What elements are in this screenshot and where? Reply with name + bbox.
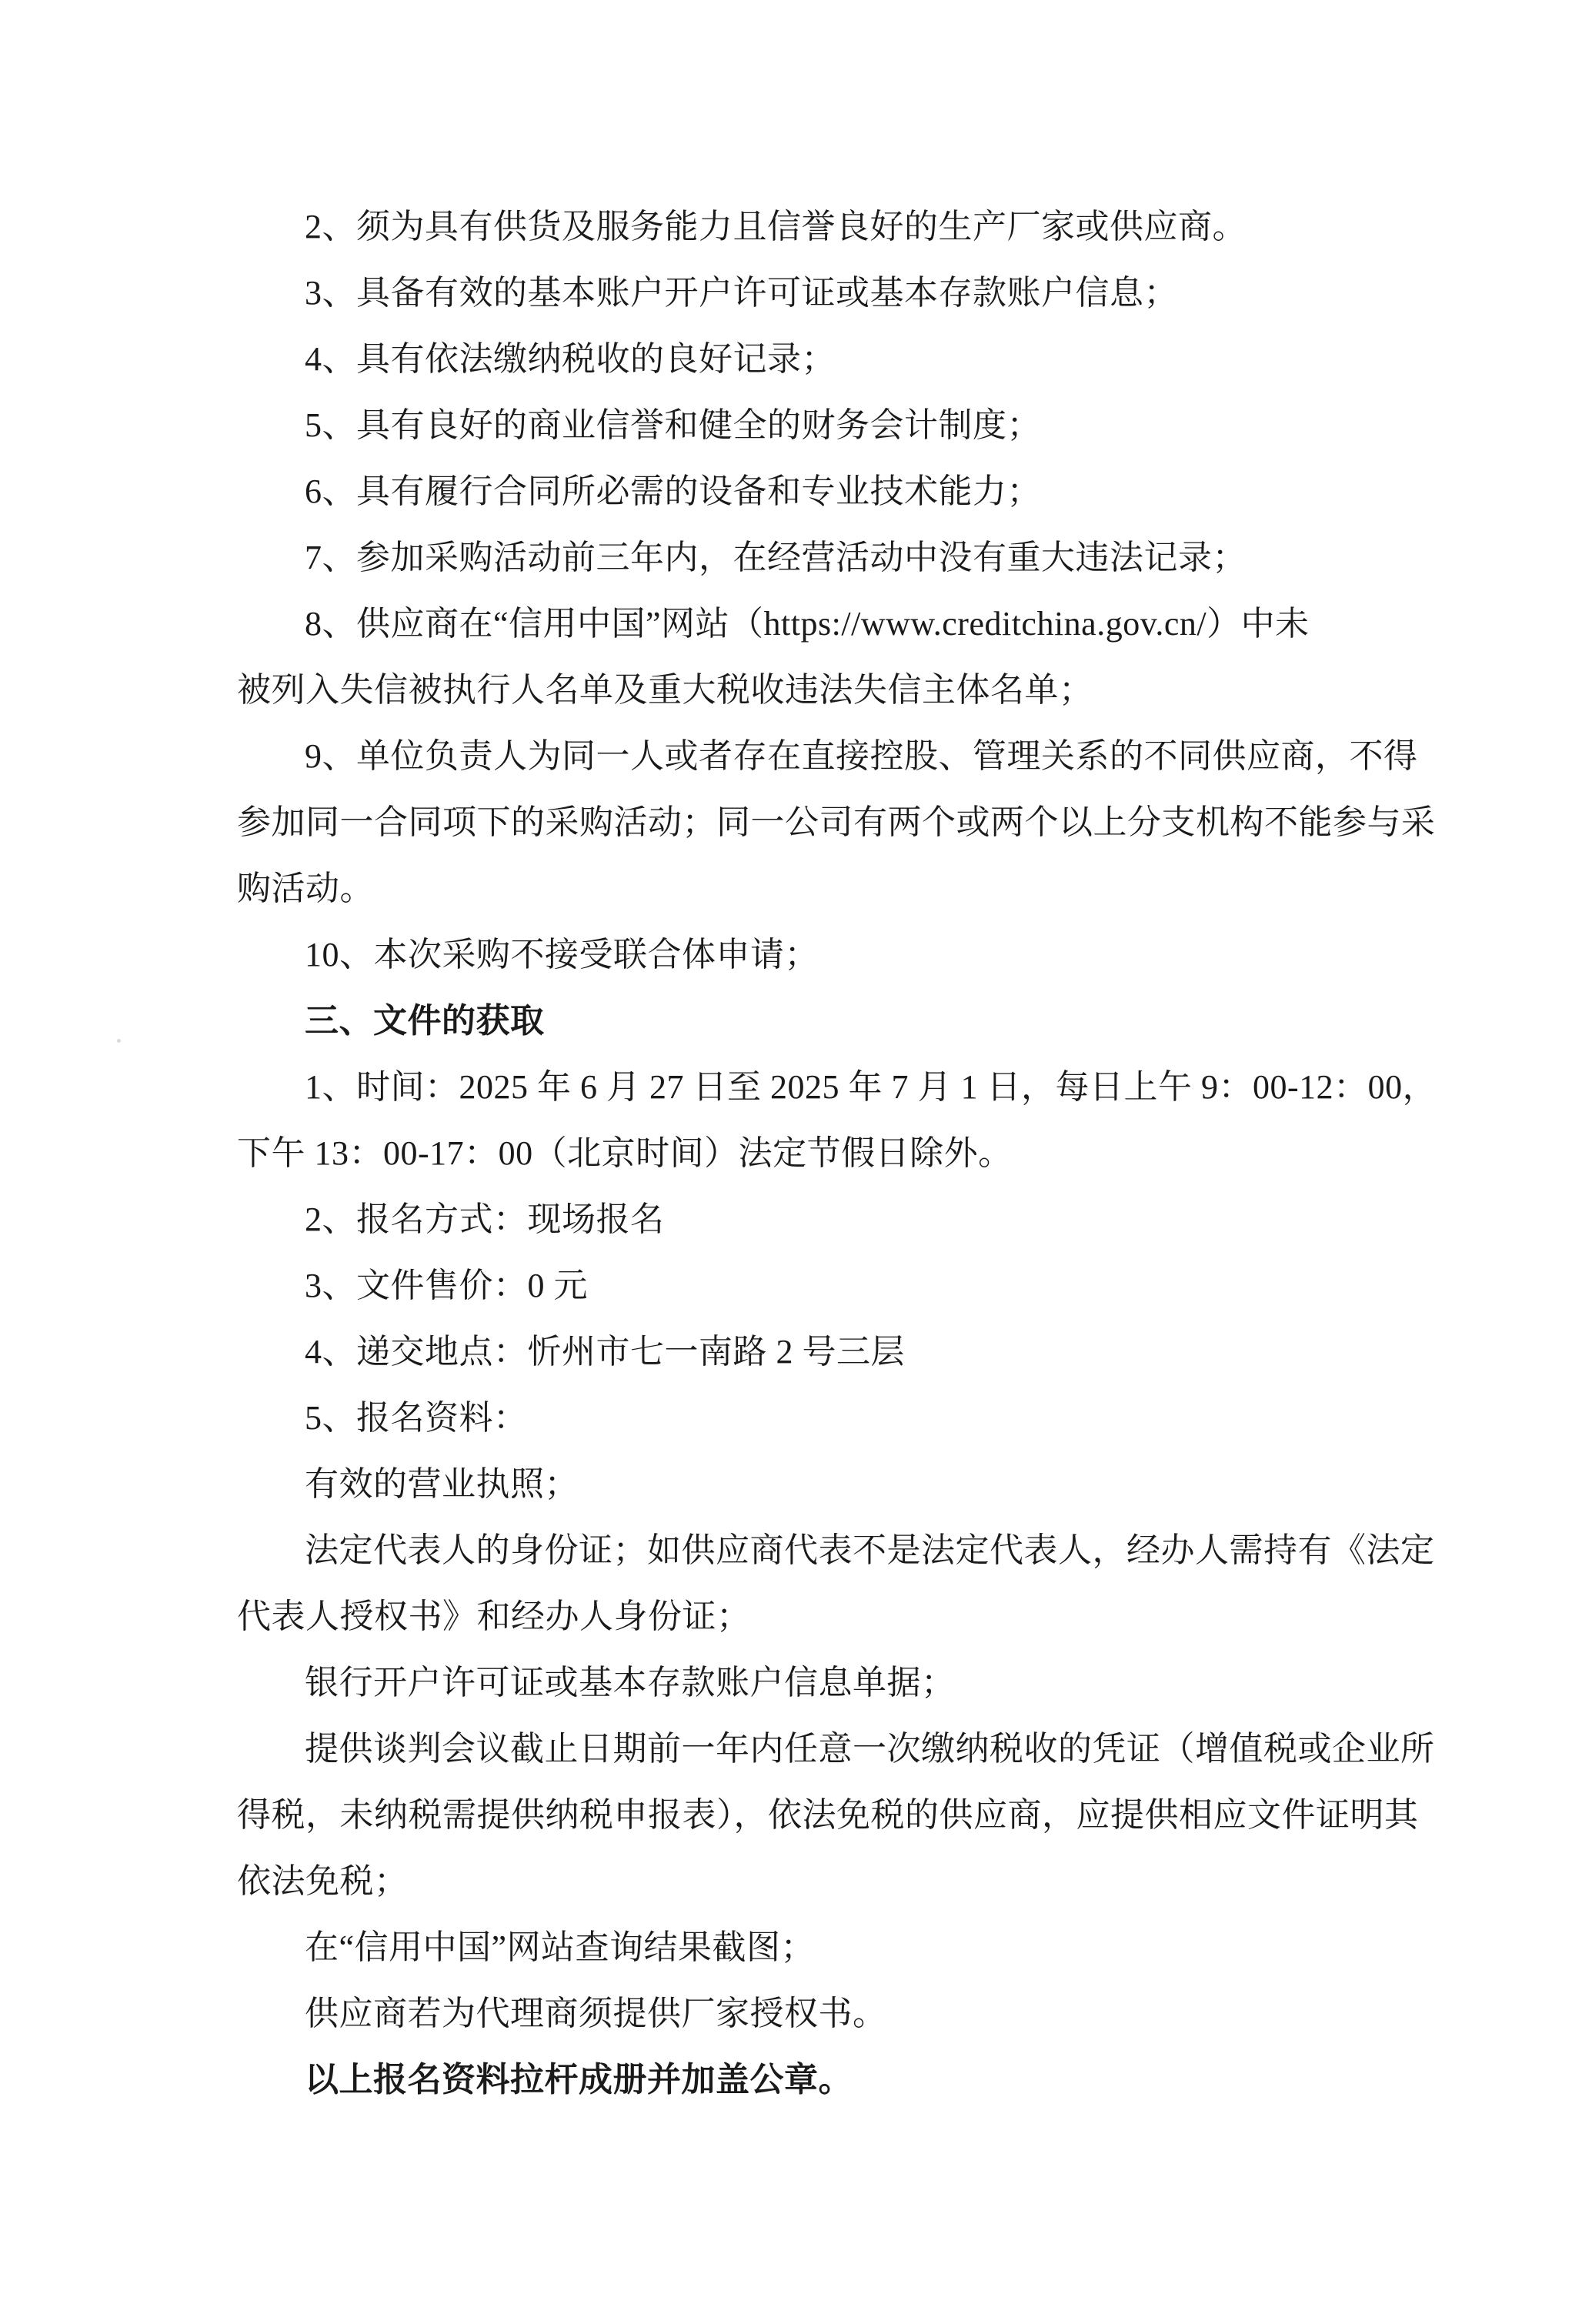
text-line: 在“信用中国”网站查询结果截图；	[305, 1928, 816, 1966]
text-line: 法定代表人的身份证；如供应商代表不是法定代表人，经办人需持有《法定	[305, 1531, 1435, 1569]
text-line: 3、具备有效的基本账户开户许可证或基本存款账户信息；	[305, 274, 1178, 312]
text-line: 银行开户许可证或基本存款账户信息单据；	[305, 1664, 956, 1701]
text-line: 2、须为具有供货及服务能力且信誉良好的生产厂家或供应商。	[305, 208, 1247, 245]
section-heading-line: 三、文件的获取	[305, 1002, 545, 1040]
text-line: 供应商若为代理商须提供厂家授权书。	[305, 1995, 887, 2032]
text-line: 6、具有履行合同所必需的设备和专业技术能力；	[305, 472, 1041, 510]
text-line: 10、本次采购不接受联合体申请；	[305, 936, 819, 973]
text-line: 被列入失信被执行人名单及重大税收违法失信主体名单；	[237, 671, 1093, 709]
text-line: 2、报名方式：现场报名	[305, 1200, 665, 1238]
scan-artifact	[117, 1039, 121, 1043]
text-line: 5、报名资料：	[305, 1399, 528, 1437]
text-line: 依法免税；	[237, 1862, 409, 1900]
text-line: 8、供应商在“信用中国”网站（https://www.creditchina.gov.cn/）中未	[305, 605, 1310, 643]
text-line: 得税，未纳税需提供纳税申报表），依法免税的供应商，应提供相应文件证明其	[237, 1796, 1419, 1834]
text-line: 下午 13：00-17：00（北京时间）法定节假日除外。	[237, 1134, 1013, 1172]
text-line: 1、时间：2025 年 6 月 27 日至 2025 年 7 月 1 日，每日上午 9：00-12：00，	[305, 1068, 1437, 1106]
text-line: 9、单位负责人为同一人或者存在直接控股、管理关系的不同供应商，不得	[305, 737, 1418, 775]
text-line: 购活动。	[237, 870, 374, 907]
text-line: 4、递交地点：忻州市七一南路 2 号三层	[305, 1333, 905, 1371]
text-line: 参加同一合同项下的采购活动；同一公司有两个或两个以上分支机构不能参与采	[237, 803, 1436, 841]
text-line: 有效的营业执照；	[305, 1465, 579, 1503]
text-line: 7、参加采购活动前三年内，在经营活动中没有重大违法记录；	[305, 539, 1247, 576]
document-body	[237, 194, 1437, 2113]
text-line: 提供谈判会议截止日期前一年内任意一次缴纳税收的凭证（增值税或企业所	[305, 1730, 1435, 1768]
emphasis-line: 以上报名资料拉杆成册并加盖公章。	[305, 2061, 853, 2099]
text-line: 4、具有依法缴纳税收的良好记录；	[305, 340, 836, 378]
text-line: 3、文件售价：0 元	[305, 1267, 588, 1304]
text-line: 5、具有良好的商业信誉和健全的财务会计制度；	[305, 406, 1041, 444]
text-line: 代表人授权书》和经办人身份证；	[237, 1598, 751, 1635]
